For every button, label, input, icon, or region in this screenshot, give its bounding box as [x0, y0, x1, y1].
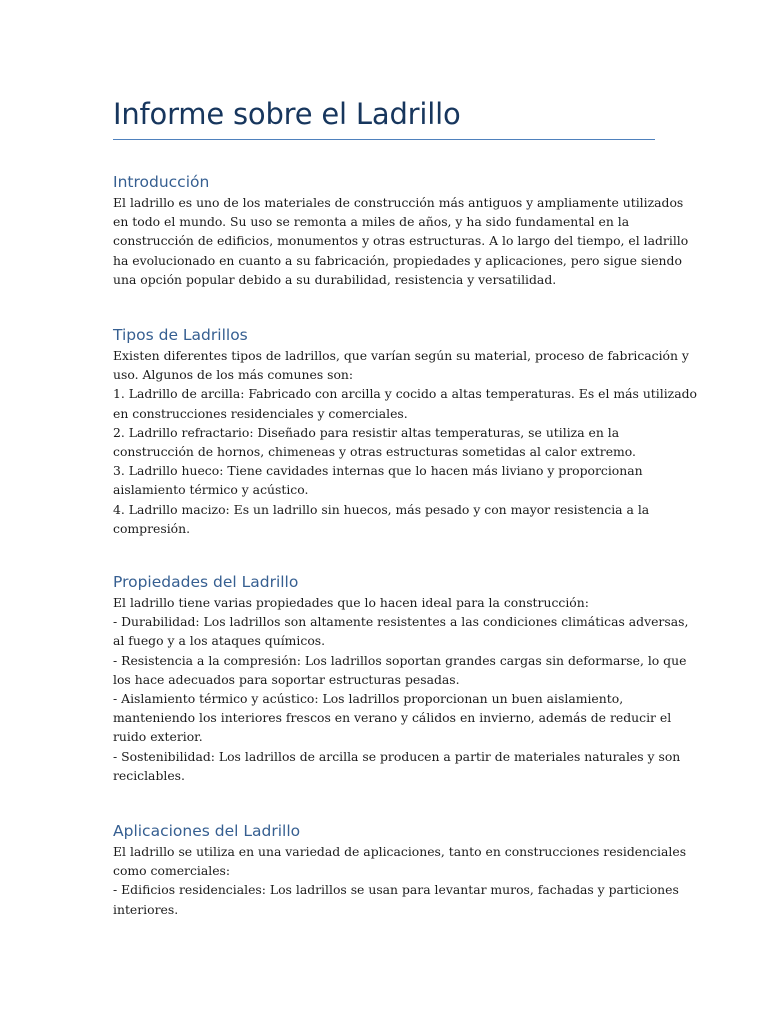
text-line: - Durabilidad: Los ladrillos son altamente resistentes a las condiciones climáticas adversas, — [113, 614, 689, 630]
text-line: El ladrillo tiene varias propiedades que lo hacen ideal para la construcción: — [113, 595, 589, 610]
title-underline — [113, 139, 655, 140]
section-body — [113, 346, 697, 538]
text-line: construcción de edificios, monumentos y otras estructuras. A lo largo del tiempo, el ladrillo — [113, 233, 689, 249]
text-line: - Aislamiento térmico y acústico: Los ladrillos proporcionan un buen aislamiento, — [113, 690, 624, 706]
section-tipos-de-ladrillos — [113, 325, 697, 538]
text-line: - Resistencia a la compresión: Los ladrillos soportan grandes cargas sin deformarse, lo que — [113, 652, 687, 668]
section-body — [113, 593, 689, 785]
text-line: como comerciales: — [113, 863, 231, 879]
text-line: - Sostenibilidad: Los ladrillos de arcilla se producen a partir de materiales naturales y son — [113, 748, 681, 764]
text-line: en todo el mundo. Su uso se remonta a miles de años, y ha sido fundamental en la — [113, 214, 630, 230]
text-line: compresión. — [113, 520, 191, 536]
text-line: El ladrillo se utiliza en una variedad de aplicaciones, tanto en construcciones residenciales — [113, 844, 687, 859]
text-line: - Edificios residenciales: Los ladrillos se usan para levantar muros, fachadas y particiones — [113, 882, 679, 898]
text-line: aislamiento térmico y acústico. — [113, 482, 309, 498]
text-line: 1. Ladrillo de arcilla: Fabricado con arcilla y cocido a altas temperaturas. Es el más utilizado — [113, 386, 697, 402]
section-heading: Propiedades del Ladrillo — [113, 573, 299, 591]
section-body — [113, 842, 687, 919]
text-line: reciclables. — [113, 767, 185, 783]
text-line: 4. Ladrillo macizo: Es un ladrillo sin huecos, más pesado y con mayor resistencia a la — [113, 501, 650, 517]
text-line: los hace adecuados para soportar estructuras pesadas. — [113, 671, 460, 687]
section-heading: Introducción — [113, 173, 210, 191]
section-heading: Tipos de Ladrillos — [113, 326, 248, 344]
text-line: ha evolucionado en cuanto a su fabricación, propiedades y aplicaciones, pero sigue siendo — [113, 252, 682, 268]
section-aplicaciones-del-ladrillo — [113, 821, 687, 919]
text-line: Existen diferentes tipos de ladrillos, que varían según su material, proceso de fabricación y — [113, 348, 689, 363]
text-line: una opción popular debido a su durabilidad, resistencia y versatilidad. — [113, 271, 557, 287]
section-heading: Aplicaciones del Ladrillo — [113, 822, 301, 840]
text-line: construcción de hornos, chimeneas y otras estructuras sometidas al calor extremo. — [113, 443, 636, 459]
text-line: 3. Ladrillo hueco: Tiene cavidades internas que lo hacen más liviano y proporcionan — [113, 463, 643, 479]
document-title: Informe sobre el Ladrillo — [113, 97, 461, 131]
text-line: en construcciones residenciales y comerciales. — [113, 405, 408, 421]
section-introduccion — [113, 172, 689, 289]
text-line: uso. Algunos de los más comunes son: — [113, 367, 354, 383]
text-line: manteniendo los interiores frescos en verano y cálidos en invierno, además de reducir el — [113, 710, 672, 726]
section-propiedades-del-ladrillo — [113, 572, 689, 785]
text-line: al fuego y a los ataques químicos. — [113, 633, 326, 649]
text-line: 2. Ladrillo refractario: Diseñado para resistir altas temperaturas, se utiliza en la — [113, 424, 620, 440]
text-line: interiores. — [113, 901, 179, 917]
section-body — [113, 193, 689, 289]
text-line: El ladrillo es uno de los materiales de construcción más antiguos y ampliamente utilizados — [113, 195, 684, 210]
text-line: ruido exterior. — [113, 729, 203, 745]
